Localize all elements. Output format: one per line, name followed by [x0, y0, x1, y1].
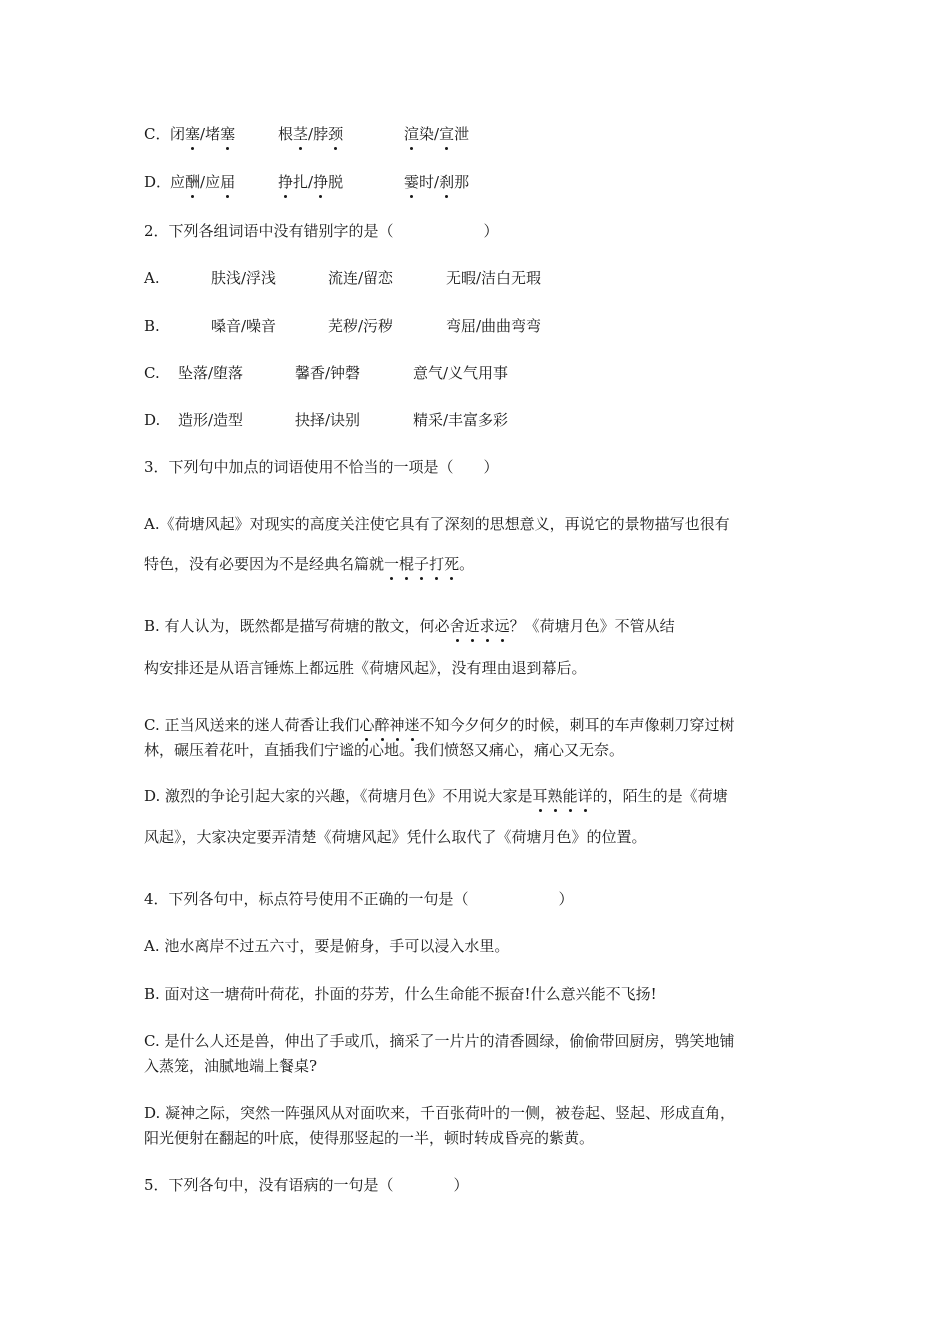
word-pair: 弯屈/曲曲弯弯	[446, 317, 542, 335]
word-pair: 造形/造型	[178, 411, 244, 429]
dotted-char: 详	[577, 787, 593, 805]
q4-option-a: A. 池水离岸不过五六寸，要是俯身，手可以浸入水里。	[144, 937, 510, 955]
paragraph-line: A.《荷塘风起》对现实的高度关注使它具有了深刻的思想意义，再说它的景物描写也很有	[144, 515, 730, 533]
dotted-char: 近	[464, 617, 480, 635]
text: 特色，没有必要因为不是经典名篇就	[144, 555, 385, 573]
paragraph-line	[144, 554, 808, 574]
dotted-char: 求	[479, 617, 495, 635]
word-pair: 渲染/宣泄	[404, 125, 470, 143]
dotted-char: 能	[562, 787, 578, 805]
text: C. 正当风送来的迷人荷香让我们	[144, 716, 360, 734]
dotted-char: 远	[494, 617, 510, 635]
text: 的，陌生的是《荷塘	[592, 787, 728, 805]
q4-option-c-line2: 入蒸笼，油腻地端上餐桌?	[144, 1057, 318, 1075]
word-pair: 馨香/钟磬	[295, 364, 361, 382]
word-pair: 精采/丰富多彩	[413, 411, 509, 429]
word-pair: 肤浅/浮浅	[211, 269, 277, 287]
option-label: C．	[144, 125, 171, 143]
dotted-char: 死	[444, 555, 460, 573]
dotted-char: 子	[414, 555, 430, 573]
option-label: D．	[144, 173, 172, 191]
option-label: C.	[144, 364, 160, 382]
dotted-char: 心	[359, 716, 375, 734]
q4-option-c-line1: C. 是什么人还是兽，伸出了手或爪，摘采了一片片的清香圆绿，偷偷带回厨房，鸮笑地铺	[144, 1032, 735, 1050]
paragraph-line: 林，碾压着花叶，直插我们宁谧的心地。我们愤怒又痛心，痛心又无奈。	[144, 741, 625, 759]
word-pair: 闭塞/堵塞	[170, 125, 236, 143]
word-pair: 无暇/洁白无瑕	[446, 269, 542, 287]
text: ？《荷塘月色》不管从结	[509, 617, 675, 635]
dotted-char: 一	[384, 555, 400, 573]
text: B. 有人认为，既然都是描写荷塘的散文，何必	[144, 617, 450, 635]
text: 不知今夕何夕的时候，刺耳的车声像刺刀穿过树	[419, 716, 735, 734]
dotted-char: 醉	[374, 716, 390, 734]
option-label: A.	[144, 269, 160, 287]
dotted-char: 舍	[449, 617, 465, 635]
question-5-stem: 5．下列各句中，没有语病的一句是（ ）	[144, 1176, 469, 1194]
question-3-stem: 3．下列句中加点的词语使用不恰当的一项是（ ）	[144, 458, 499, 476]
word-pair: 嗓音/噪音	[211, 317, 277, 335]
dotted-char: 熟	[547, 787, 563, 805]
dotted-char: 耳	[532, 787, 548, 805]
question-4-stem: 4．下列各句中，标点符号使用不正确的一句是（ ）	[144, 890, 574, 908]
text: D. 激烈的争论引起大家的兴趣，《荷塘月色》不用说大家是	[144, 787, 533, 805]
option-label: B.	[144, 317, 160, 335]
paragraph-line: 风起》，大家决定要弄清楚《荷塘风起》凭什么取代了《荷塘月色》的位置。	[144, 828, 647, 846]
option-label: D.	[144, 411, 161, 429]
paragraph-line: 构安排还是从语言锤炼上都远胜《荷塘风起》，没有理由退到幕后。	[144, 659, 587, 677]
word-pair: 坠落/堕落	[178, 364, 244, 382]
word-pair: 抉择/诀别	[295, 411, 361, 429]
word-pair: 挣扎/挣脱	[278, 173, 344, 191]
word-pair: 应酬/应届	[170, 173, 236, 191]
word-pair: 根茎/脖颈	[278, 125, 344, 143]
dotted-char: 神	[389, 716, 405, 734]
q3-option-d	[144, 786, 808, 847]
q3-option-b	[144, 616, 808, 678]
question-2-stem: 2．下列各组词语中没有错别字的是（ ）	[144, 222, 499, 240]
q4-option-b: B. 面对这一塘荷叶荷花，扑面的芬芳，什么生命能不振奋!什么意兴能不飞扬!	[144, 985, 657, 1003]
word-pair: 意气/义气用事	[413, 364, 509, 382]
q4-option-d-line2: 阳光便射在翻起的叶底，使得那竖起的一半，顿时转成昏亮的紫黄。	[144, 1129, 595, 1147]
text: 。	[459, 555, 475, 573]
word-pair: 流连/留恋	[328, 269, 394, 287]
dotted-char: 棍	[399, 555, 415, 573]
dotted-char: 迷	[404, 716, 420, 734]
q4-option-d-line1: D. 凝神之际，突然一阵强风从对面吹来，千百张荷叶的一侧，被卷起、竖起、形成直角，	[144, 1104, 736, 1122]
paragraph-line	[144, 616, 808, 636]
word-pair: 霎时/刹那	[404, 173, 470, 191]
q3-option-a	[144, 514, 808, 574]
word-pair: 芜秽/污秽	[328, 317, 394, 335]
q3-option-c	[144, 715, 808, 760]
paragraph-line	[144, 715, 808, 735]
dotted-char: 打	[429, 555, 445, 573]
paragraph-line	[144, 786, 808, 806]
